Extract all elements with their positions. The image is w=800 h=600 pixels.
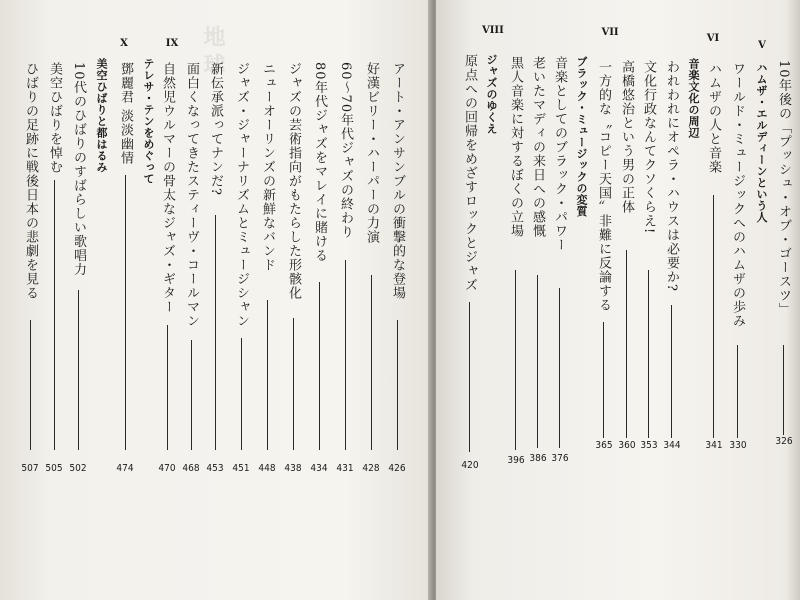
section-numeral-ix: IX: [165, 38, 179, 49]
leader-line: [737, 345, 738, 438]
section-x-heading: 美空ひばりと都はるみ: [95, 58, 108, 173]
toc-entry-title: 一方的な〝コピー天国〟非難に反論する: [596, 60, 611, 312]
toc-entry-title: 自然児ウルマーの骨太なジャズ・ギター: [160, 62, 175, 314]
toc-entry-title: ハムザの人と音楽: [706, 62, 721, 174]
section-viii-heading: ジャズのゆくえ: [485, 54, 498, 135]
leader-line: [648, 270, 649, 438]
toc-entry-title: 高橋悠治という男の正体: [619, 60, 634, 214]
section-vi-heading: 音楽文化の周辺: [687, 58, 700, 139]
toc-entry-page: 451: [232, 463, 250, 474]
toc-entry-page: 470: [158, 463, 176, 474]
leader-line: [267, 300, 268, 450]
leader-line: [293, 318, 294, 450]
toc-entry-page: 474: [116, 463, 134, 474]
toc-entry-title: 鄧麗君 淡淡幽情: [118, 62, 133, 166]
leader-line: [713, 195, 714, 438]
leader-line: [167, 325, 168, 450]
toc-entry-page: 344: [663, 440, 681, 451]
leader-line: [345, 260, 346, 450]
section-v-heading: ハムザ・エルディーンという人: [755, 62, 768, 223]
toc-entry-title: ジャズ・ジャーナリズムとミュージシャン: [234, 62, 249, 328]
leader-line: [626, 250, 627, 438]
leader-line: [603, 322, 604, 438]
toc-entry-page: 426: [388, 463, 406, 474]
section-ix-heading: テレサ・テンをめぐって: [142, 58, 155, 185]
toc-entry-title: ニューオーリンズの新鮮なバンド: [260, 62, 275, 272]
leader-line: [559, 288, 560, 448]
toc-entry-title: 原点への回帰をめざすロックとジャズ: [462, 54, 477, 292]
toc-entry-page: 396: [507, 455, 525, 466]
toc-entry-page: 431: [336, 463, 354, 474]
toc-entry-title: 面白くなってきたスティーヴ・コールマン: [184, 62, 199, 328]
toc-entry-page: 434: [310, 463, 328, 474]
toc-entry-page: 468: [182, 463, 200, 474]
toc-entry-page: 360: [618, 440, 636, 451]
toc-entry-title: 60〜70年代ジャズの終わり: [338, 62, 353, 240]
toc-entry-title: 10年後の「プッシュ・オブ・ゴースツ」: [776, 60, 791, 317]
toc-entry-page: 507: [21, 463, 39, 474]
toc-entry-page: 353: [640, 440, 658, 451]
toc-entry-title: 好漢ビリー・ハーパーの力演: [364, 62, 379, 244]
leader-line: [371, 275, 372, 450]
toc-entry-page: 330: [729, 440, 747, 451]
leader-line: [78, 290, 79, 450]
toc-entry-page: 386: [529, 453, 547, 464]
toc-entry-page: 420: [461, 460, 479, 471]
toc-entry-page: 428: [362, 463, 380, 474]
toc-entry-title: 黒人音楽に対するぼくの立場: [508, 56, 523, 238]
section-numeral-viii: VIII: [482, 25, 504, 36]
toc-entry-page: 505: [45, 463, 63, 474]
leader-line: [515, 270, 516, 450]
leader-line: [397, 320, 398, 450]
toc-entry-title: 10代のひばりのすばらしい歌唱力: [71, 62, 86, 277]
section-numeral-vii: VII: [601, 27, 619, 38]
toc-entry-title: 文化行政なんてクソくらえ!: [641, 60, 656, 235]
toc-entry-page: 326: [775, 436, 793, 447]
toc-entry-page: 341: [705, 440, 723, 451]
toc-entry-title: 80年代ジャズをマレイに賭ける: [312, 62, 327, 263]
toc-entry-title: ジャズの芸術指向がもたらした形骸化: [286, 62, 301, 300]
toc-entry-title: ワールド・ミュージックへのハムザの歩み: [730, 62, 745, 328]
toc-entry-page: 376: [551, 453, 569, 464]
right-page: [436, 0, 800, 600]
toc-entry-page: 448: [258, 463, 276, 474]
leader-line: [537, 275, 538, 448]
leader-line: [671, 305, 672, 438]
leader-line: [319, 282, 320, 450]
toc-entry-title: 新伝承派ってナンだ?: [208, 62, 223, 196]
leader-line: [215, 215, 216, 450]
toc-entry-page: 365: [595, 440, 613, 451]
leader-line: [125, 175, 126, 450]
leader-line: [469, 302, 470, 452]
toc-entry-page: 502: [69, 463, 87, 474]
section-vii-heading: ブラック・ミュージックの変質: [575, 56, 588, 217]
show-through-text: 地球: [200, 25, 226, 81]
toc-entry-title: 音楽としてのブラック・パワー: [552, 56, 567, 252]
leader-line: [30, 320, 31, 450]
toc-entry-page: 438: [284, 463, 302, 474]
leader-line: [783, 345, 784, 435]
leader-line: [191, 340, 192, 450]
toc-entry-title: われわれにオペラ・ハウスは必要か?: [664, 60, 679, 292]
toc-entry-page: 453: [206, 463, 224, 474]
toc-entry-title: ひばりの足跡に戦後日本の悲劇を見る: [23, 62, 38, 300]
toc-entry-title: 美空ひばりを悼む: [47, 62, 62, 174]
toc-entry-title: アート・アンサンブルの衝撃的な登場: [390, 62, 405, 300]
section-numeral-v: V: [758, 40, 766, 51]
toc-entry-title: 老いたマディの来日への感慨: [530, 56, 545, 238]
leader-line: [241, 338, 242, 450]
leader-line: [54, 180, 55, 450]
section-numeral-vi: VI: [706, 33, 720, 44]
section-numeral-x: X: [120, 38, 128, 49]
